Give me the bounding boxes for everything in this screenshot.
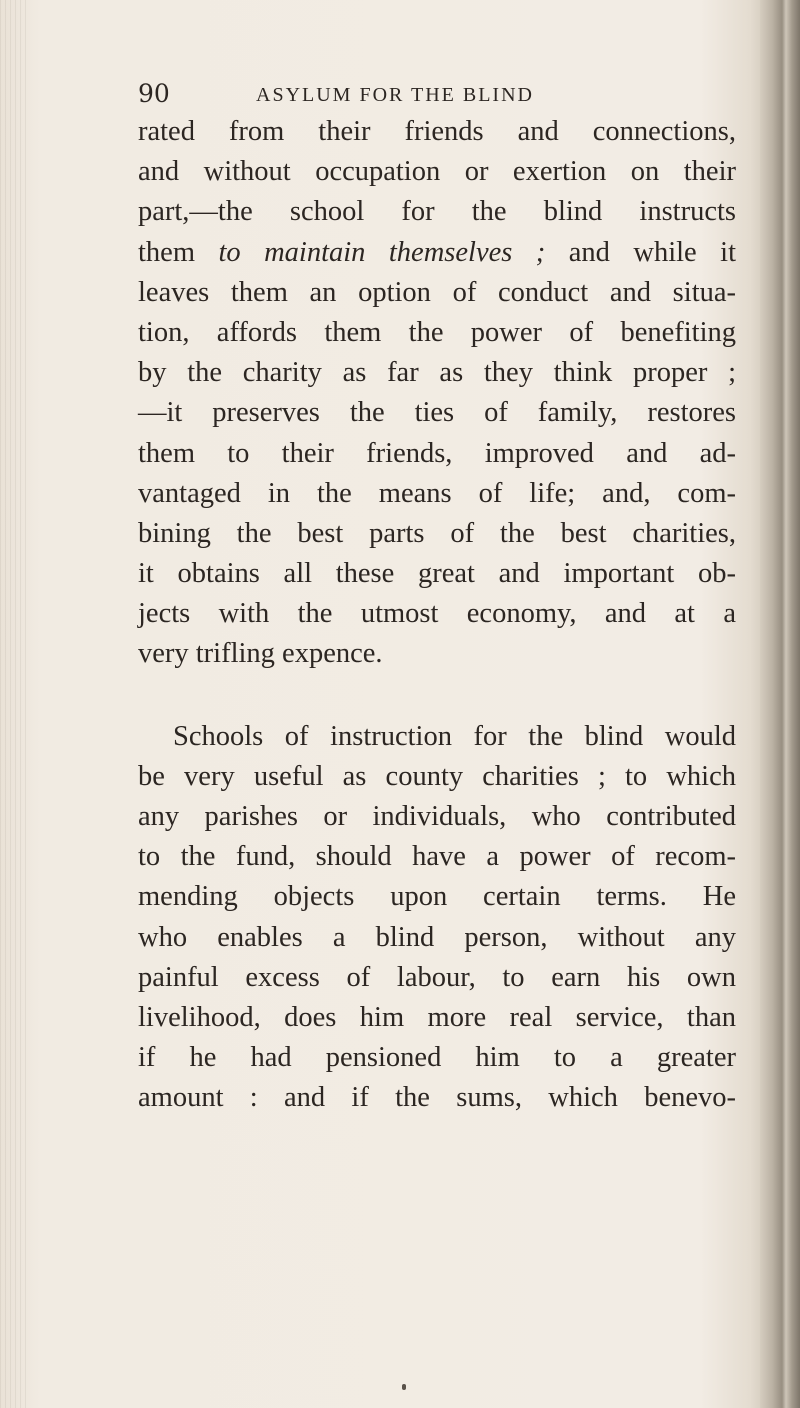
text-line: rated from their friends and connections,	[138, 116, 736, 147]
text-line: any parishes or individuals, who contributed	[138, 801, 736, 832]
text-line: very trifling expence.	[138, 638, 383, 670]
italic-phrase: to maintain themselves ;	[218, 236, 546, 268]
text-line: jects with the utmost economy, and at a	[138, 598, 736, 630]
text-line: it obtains all these great and important ob-	[138, 558, 736, 590]
text-segment: them	[138, 236, 219, 268]
ink-speck	[402, 1384, 406, 1390]
text-line: be very useful as county charities ; to which	[138, 760, 736, 792]
page-number: 90	[138, 79, 170, 108]
body-text	[138, 112, 736, 1119]
running-head: ASYLUM FOR THE BLIND	[256, 84, 534, 106]
paragraph-1	[138, 112, 736, 675]
paragraph-2	[138, 717, 736, 1119]
text-line: them to their friends, improved and ad-	[138, 437, 736, 469]
text-line: livelihood, does him more real service, than	[138, 1001, 736, 1033]
text-line: if he had pensioned him to a greater	[138, 1042, 736, 1074]
text-line: Schools of instruction for the blind would	[173, 720, 736, 752]
page-header	[138, 78, 738, 112]
text-line: who enables a blind person, without any	[138, 921, 736, 953]
text-line: to the fund, should have a power of recom-	[138, 841, 736, 873]
text-line: bining the best parts of the best charities,	[138, 517, 736, 549]
text-segment: and while it	[545, 236, 736, 268]
text-line: amount : and if the sums, which benevo-	[138, 1082, 736, 1114]
text-line	[138, 233, 736, 273]
text-line: part,—the school for the blind instructs	[138, 196, 736, 228]
text-line: leaves them an option of conduct and situa-	[138, 276, 736, 308]
text-line: —it preserves the ties of family, restores	[138, 397, 736, 429]
text-line: by the charity as far as they think proper ;	[138, 357, 736, 389]
text-line: tion, affords them the power of benefiting	[138, 316, 736, 348]
page-gutter	[0, 0, 28, 1408]
page-edge	[760, 0, 800, 1408]
text-line: and without occupation or exertion on their	[138, 156, 736, 188]
text-line: mending objects upon certain terms. He	[138, 881, 736, 913]
text-line: painful excess of labour, to earn his own	[138, 961, 736, 993]
text-line: vantaged in the means of life; and, com-	[138, 477, 736, 509]
